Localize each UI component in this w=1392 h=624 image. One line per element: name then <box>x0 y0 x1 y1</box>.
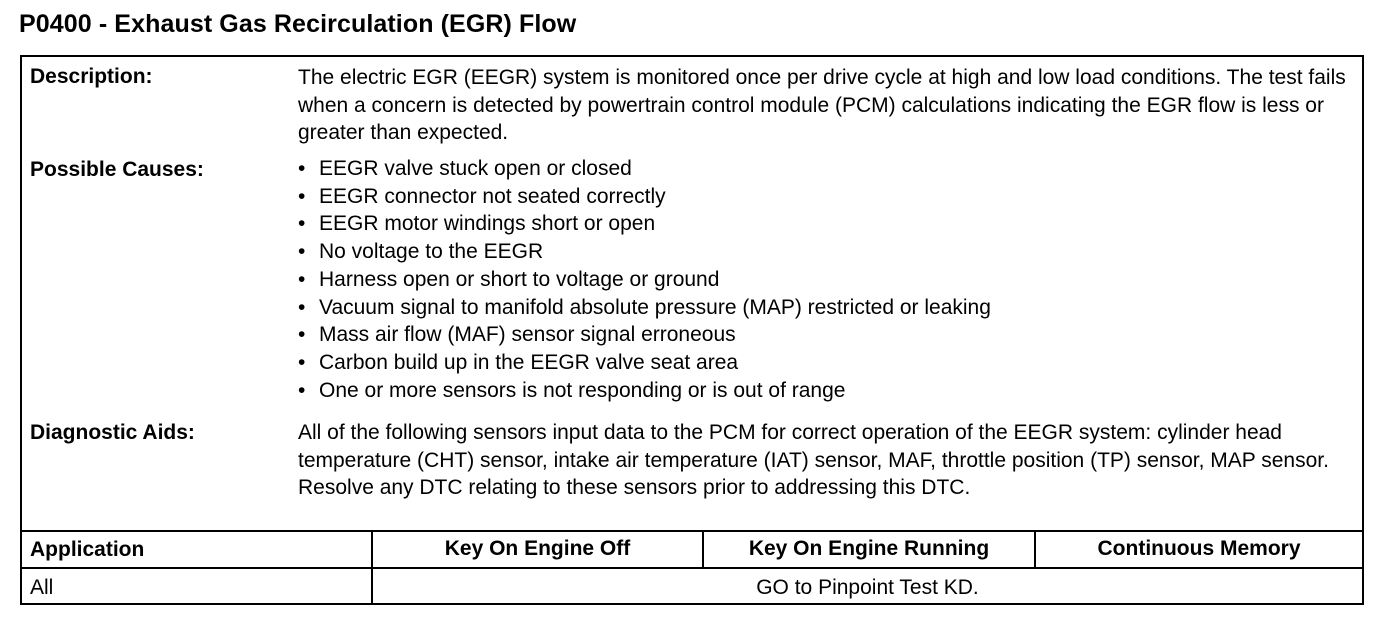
possible-causes-label: Possible Causes: <box>30 158 204 181</box>
table-header-koeo: Key On Engine Off <box>444 537 631 560</box>
table-divider <box>22 530 1362 532</box>
list-item: • Carbon build up in the EEGR valve seat area <box>298 349 991 377</box>
list-item: • No voltage to the EEGR <box>298 238 991 266</box>
table-header-koer: Key On Engine Running <box>748 537 990 560</box>
possible-causes-list <box>298 155 991 404</box>
list-item: • EEGR valve stuck open or closed <box>298 155 991 183</box>
description-label: Description: <box>30 65 153 88</box>
diagnostic-aids-label: Diagnostic Aids: <box>30 421 195 444</box>
list-item: • Harness open or short to voltage or ground <box>298 266 991 294</box>
page-title: P0400 - Exhaust Gas Recirculation (EGR) Flow <box>19 10 577 38</box>
list-item: • EEGR motor windings short or open <box>298 210 991 238</box>
list-item: • EEGR connector not seated correctly <box>298 183 991 211</box>
table-header-application: Application <box>30 538 145 561</box>
list-item: • Vacuum signal to manifold absolute pressure (MAP) restricted or leaking <box>298 294 991 322</box>
list-item: • One or more sensors is not responding or is out of range <box>298 377 991 405</box>
table-header-continuous-memory: Continuous Memory <box>1097 537 1301 560</box>
table-divider <box>22 567 1362 569</box>
list-item: • Mass air flow (MAF) sensor signal erroneous <box>298 321 991 349</box>
diagnostic-aids-text: All of the following sensors input data to the PCM for correct operation of the EEGR system: cylinder head temperature (CHT) sensor, intake air temperature (IAT) sensor, MAF, throttle position (TP) sensor, MAP sensor. Resolve any DTC relating to these sensors prior to addressing this DTC. <box>298 421 1329 499</box>
table-cell-application: All <box>30 576 54 599</box>
description-text: The electric EGR (EEGR) system is monitored once per drive cycle at high and low load conditions. The test fails when a concern is detected by powertrain control module (PCM) calculations indicating the EGR flow is less or greater than expected. <box>298 66 1346 144</box>
pinpoint-test-instruction: GO to Pinpoint Test KD. <box>756 576 979 599</box>
dtc-info-box <box>20 55 1364 605</box>
application-table <box>22 530 1362 605</box>
